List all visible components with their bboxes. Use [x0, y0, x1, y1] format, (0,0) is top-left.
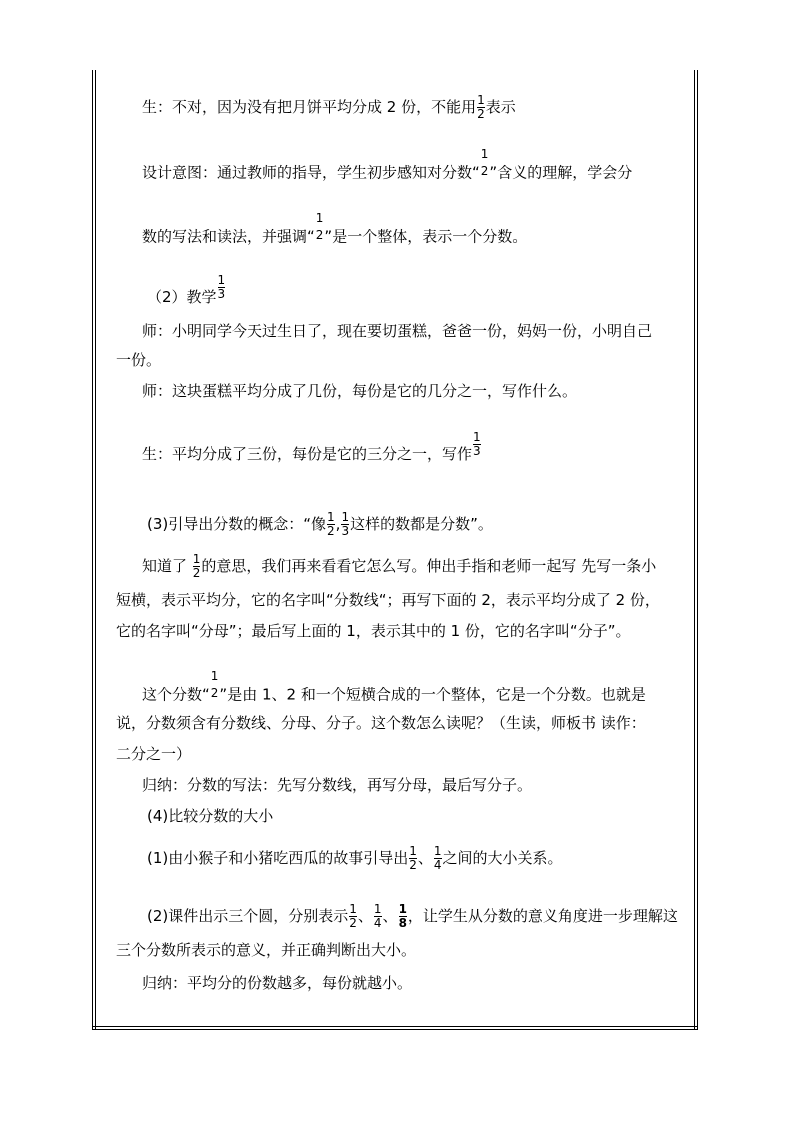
paragraph-three-circles-cont: 三个分数所表示的意义，并正确判断出大小。	[116, 941, 417, 959]
paragraph-summary-compare: 归纳：平均分的份数越多，每份就越小。	[142, 974, 413, 992]
paragraph-student-reply: 生：不对，因为没有把月饼平均分成 2 份，不能用 $\frac{1}{2}$ 表示	[142, 93, 516, 121]
fraction-one-half: 1 2	[315, 211, 324, 242]
paragraph-how-to-write-cont: 短横，表示平均分，它的名字叫“分数线“；再写下面的 2，表示平均分成了 2 份，	[116, 591, 660, 609]
fraction-one-quarter: $\frac{1}{4}$	[373, 902, 382, 930]
paragraph-teacher-question: 师：这块蛋糕平均分成了几份，每份是它的几分之一，写作什么。	[142, 382, 578, 400]
table-border-bottom	[92, 1026, 698, 1030]
paragraph-whole-fraction: 这个分数“ 1 2 ”是由 1、2 和一个短横合成的一个整体，它是一个分数。也就是	[142, 669, 646, 704]
paragraph-teacher-cake-cont: 一份。	[116, 351, 162, 369]
paragraph-teacher-cake: 师：小明同学今天过生日了，现在要切蛋糕，爸爸一份，妈妈一份，小明自己	[142, 322, 653, 340]
fraction-one-half: 1 2	[210, 669, 219, 700]
fraction-one-half: 1 2	[480, 147, 489, 178]
paragraph-design-intent-cont: 数的写法和读法，并强调“ 1 2 ”是一个整体，表示一个分数。	[142, 211, 528, 246]
table-border-right	[694, 70, 698, 1030]
paragraph-student-answer: 生：平均分成了三份，每份是它的三分之一，写作 $\frac{1}{3}$	[142, 430, 481, 463]
paragraph-monkey-pig-story: (1)由小猴子和小猪吃西瓜的故事引导出 $\frac{1}{2}$ 、 $\frac{1}{4}$ 之间的大小关系。	[147, 844, 563, 872]
table-border-left	[92, 70, 96, 1030]
fraction-one-eighth: $\frac{1}{8}$	[398, 902, 407, 930]
fraction-one-half: $\frac{1}{2}$	[349, 902, 357, 930]
fraction-one-quarter: $\frac{1}{4}$	[433, 844, 442, 872]
paragraph-whole-fraction-cont: 说，分数须含有分数线、分母、分子。这个数怎么读呢？（生读，师板书 读作：	[116, 714, 646, 732]
paragraph-whole-fraction-cont2: 二分之一）	[116, 745, 192, 763]
fraction-one-half: $\frac{1}{2}$	[192, 552, 201, 580]
fraction-one-half: $\frac{1}{2}$	[409, 844, 417, 872]
paragraph-how-to-write-cont2: 它的名字叫“分母”；最后写上面的 1，表示其中的 1 份，它的名字叫“分子”。	[116, 622, 631, 640]
paragraph-fraction-concept: (3)引导出分数的概念：“像 $\frac{1}{2}$ , $\frac{1}{3}$ 这样的数都是分数”。	[147, 510, 493, 538]
paragraph-how-to-write: 知道了 $\frac{1}{2}$ 的意思，我们再来看看它怎么写。伸出手指和老师一起写 先写一条小	[142, 552, 657, 580]
paragraph-three-circles: (2)课件出示三个圆，分别表示 $\frac{1}{2}$ 、 $\frac{1}{4}$ 、 $\frac{1}{8}$ ，让学生从分数的意义角度进一步理解这	[147, 902, 678, 930]
paragraph-design-intent: 设计意图：通过教师的指导，学生初步感知对分数“ 1 2 ”含义的理解，学会分	[142, 147, 633, 182]
fraction-one-third: $\frac{1}{3}$	[341, 510, 350, 538]
fraction-one-third: $\frac{1}{3}$	[217, 273, 226, 301]
paragraph-summary-writing: 归纳：分数的写法：先写分数线，再写分母，最后写分子。	[142, 776, 533, 794]
fraction-one-half: $\frac{1}{2}$	[327, 510, 335, 538]
section-teach-one-third: （2）教学 $\frac{1}{3}$	[147, 273, 226, 306]
section-compare-fractions: (4)比较分数的大小	[147, 807, 274, 825]
fraction-one-third: $\frac{1}{3}$	[473, 430, 481, 458]
fraction-one-half: $\frac{1}{2}$	[477, 93, 485, 121]
